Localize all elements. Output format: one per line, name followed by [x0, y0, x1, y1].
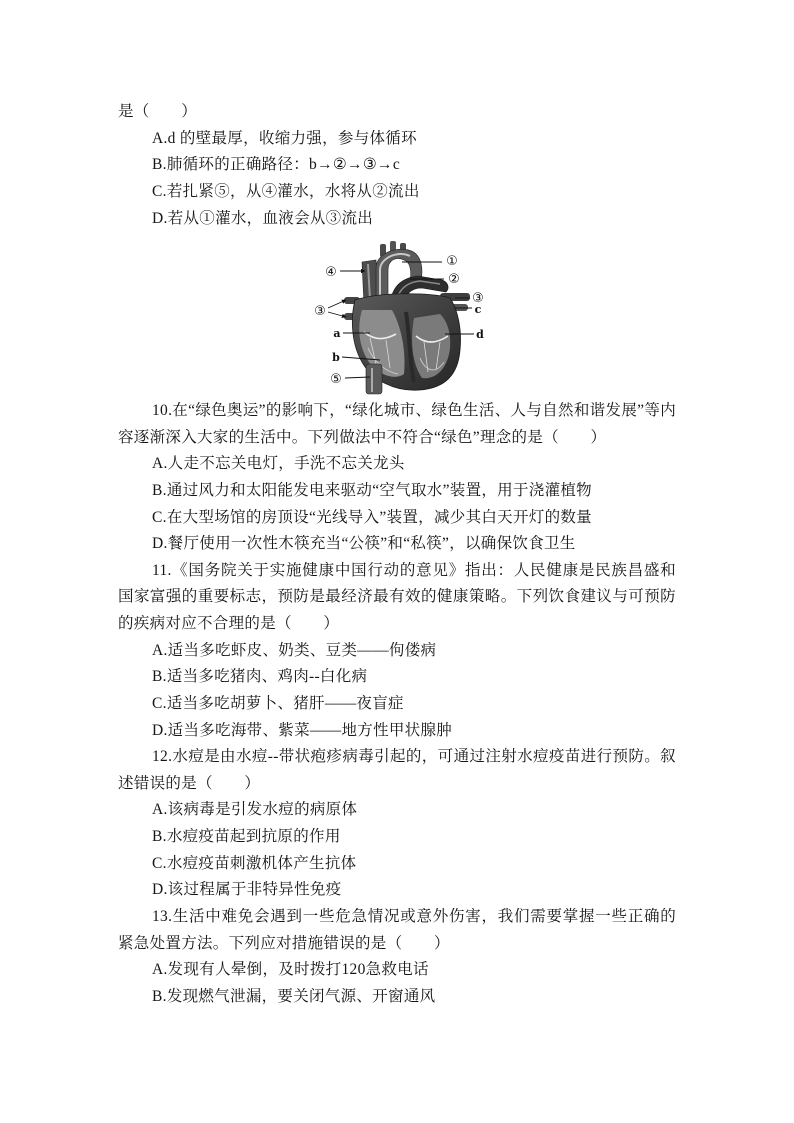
- figure-label: b: [332, 351, 340, 364]
- question-stem-line: 容逐渐深入大家的生活中。下列做法中不符合“绿色”理念的是（ ）: [118, 428, 607, 446]
- option-d: D.若从①灌水，血液会从③流出: [152, 209, 374, 227]
- question-stem-line: 11.《国务院关于实施健康中国行动的意见》指出：人民健康是民族昌盛和: [152, 561, 676, 579]
- inferior-vena-cava: [366, 364, 382, 394]
- figure-label: a: [333, 327, 341, 340]
- question-9-continued: [118, 99, 676, 232]
- question-stem-line: 13.生活中难免会遇到一些危急情况或意外伤害，我们需要掌握一些正确的: [152, 907, 676, 925]
- leader-arrow: [328, 300, 346, 308]
- figure-label: ②: [448, 272, 460, 287]
- option-d: D.该过程属于非特异性免疫: [152, 881, 342, 899]
- figure-label: ⑤: [330, 372, 342, 387]
- question-stem-line: 12.水痘是由水痘--带状疱疹病毒引起的，可通过注射水痘疫苗进行预防。叙: [152, 748, 676, 766]
- heart-diagram: [310, 240, 500, 396]
- figure-label: ③: [472, 291, 484, 306]
- option-c: C.水痘疫苗刺激机体产生抗体: [152, 854, 357, 872]
- option-a: A.人走不忘关电灯，手洗不忘关龙头: [152, 455, 405, 473]
- question-stem-line: 紧急处置方法。下列应对措施错误的是（ ）: [118, 934, 450, 952]
- figure-label: c: [474, 303, 482, 316]
- option-a: A.d 的壁最厚，收缩力强，参与体循环: [152, 129, 417, 147]
- option-c: C.适当多吃胡萝卜、猪肝——夜盲症: [152, 694, 404, 712]
- question-stem-line: 国家富强的重要标志，预防是最经济最有效的健康策略。下列饮食建议与可预防: [118, 588, 676, 606]
- question-stem-line: 10.在“绿色奥运”的影响下，“绿化城市、绿色生活、人与自然和谐发展”等内: [152, 402, 676, 419]
- option-b: B.肺循环的正确路径：b→②→③→c: [152, 156, 401, 174]
- leader-arrow: [328, 312, 346, 317]
- option-d: D.适当多吃海带、紫菜——地方性甲状腺肿: [152, 721, 453, 739]
- option-b: B.通过风力和太阳能发电来驱动“空气取水”装置，用于浇灌植物: [152, 481, 592, 499]
- option-b: B.适当多吃猪肉、鸡肉--白化病: [152, 668, 368, 686]
- figure-label: ④: [325, 265, 337, 280]
- option-c: C.在大型场馆的房顶设“光线导入”装置，减少其白天开灯的数量: [152, 508, 592, 526]
- option-d: D.餐厅使用一次性木筷充当“公筷”和“私筷”，以确保饮食卫生: [152, 535, 576, 553]
- question-stem-line: 的疾病对应不合理的是（ ）: [118, 615, 340, 632]
- figure-label: ①: [446, 254, 458, 269]
- questions-10-13: [118, 398, 676, 1010]
- question-stem-line: 是（ ）: [118, 103, 198, 120]
- question-stem-line: 述错误的是（ ）: [118, 774, 261, 792]
- figure-label: d: [476, 328, 484, 341]
- option-b: B.发现燃气泄漏，要关闭气源、开窗通风: [152, 987, 436, 1005]
- option-a: A.该病毒是引发水痘的病原体: [152, 801, 358, 819]
- option-a: A.适当多吃虾皮、奶类、豆类——佝偻病: [152, 641, 437, 659]
- figure-label: ③: [314, 304, 326, 319]
- option-a: A.发现有人晕倒，及时拨打120急救电话: [152, 961, 429, 979]
- option-c: C.若扎紧⑤，从④灌水，水将从②流出: [152, 182, 420, 200]
- option-b: B.水痘疫苗起到抗原的作用: [152, 828, 341, 845]
